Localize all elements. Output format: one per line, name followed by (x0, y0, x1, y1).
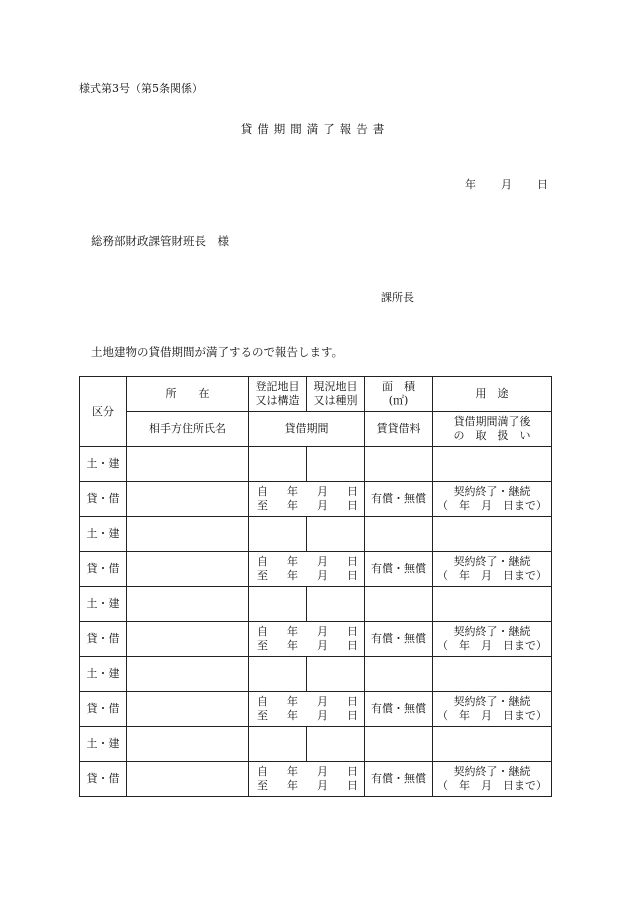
actual-land-cell[interactable] (307, 517, 365, 552)
category-lend-borrow: 貸・借 (80, 482, 127, 517)
contract-until: （ 年 月 日まで） (437, 569, 547, 582)
period-from-year: 年 (287, 625, 298, 638)
period-from-year: 年 (287, 485, 298, 498)
period-from-label: 自 (257, 485, 268, 498)
header-row-2 (80, 412, 552, 447)
table-row-top (80, 517, 552, 552)
period-from-month: 月 (317, 555, 328, 568)
period-from-line (249, 485, 364, 499)
rent-option[interactable]: 有償・無償 (365, 692, 433, 727)
period-to-month: 月 (317, 779, 328, 792)
report-table (79, 376, 552, 797)
contract-option: 契約終了・継続 (453, 625, 531, 638)
category-land-building: 土・建 (80, 587, 127, 622)
contract-until: （ 年 月 日まで） (437, 709, 547, 722)
lease-period-cell[interactable] (249, 552, 365, 587)
period-to-year: 年 (287, 569, 298, 582)
header-usage: 用 途 (433, 377, 552, 412)
header-area (365, 377, 433, 412)
table-row-bottom (80, 622, 552, 657)
page-title: 貸借期間満了報告書 (240, 122, 390, 136)
table-row-bottom (80, 762, 552, 797)
sender-label: 課所長 (381, 291, 414, 304)
expiry-handling-cell[interactable] (433, 482, 552, 517)
header-counterpart: 相手方住所氏名 (127, 412, 249, 447)
header-rent: 賃貸借料 (365, 412, 433, 447)
area-cell[interactable] (365, 727, 433, 762)
usage-cell[interactable] (433, 447, 552, 482)
period-to-label: 至 (257, 709, 268, 722)
period-to-line (249, 709, 364, 723)
area-cell[interactable] (365, 447, 433, 482)
contract-option: 契約終了・継続 (453, 765, 531, 778)
counterpart-cell[interactable] (127, 552, 249, 587)
period-to-line (249, 779, 364, 793)
period-to-day: 日 (347, 569, 358, 582)
category-land-building: 土・建 (80, 517, 127, 552)
period-from-label: 自 (257, 625, 268, 638)
period-to-year: 年 (287, 499, 298, 512)
header-registered-land (249, 377, 307, 412)
actual-land-cell[interactable] (307, 727, 365, 762)
table-row-bottom (80, 692, 552, 727)
lease-period-cell[interactable] (249, 762, 365, 797)
period-to-day: 日 (347, 779, 358, 792)
lease-period-cell[interactable] (249, 482, 365, 517)
category-land-building: 土・建 (80, 447, 127, 482)
lease-period-cell[interactable] (249, 692, 365, 727)
contract-until: （ 年 月 日まで） (437, 499, 547, 512)
category-land-building: 土・建 (80, 657, 127, 692)
rent-option[interactable]: 有償・無償 (365, 482, 433, 517)
header-registered-land-line1: 登記地目 (255, 380, 300, 393)
header-after-expiry-line1: 貸借期間満了後 (453, 415, 531, 428)
usage-cell[interactable] (433, 517, 552, 552)
period-from-year: 年 (287, 555, 298, 568)
period-to-line (249, 569, 364, 583)
period-to-year: 年 (287, 639, 298, 652)
addressee: 総務部財政課管財班長 様 (91, 234, 229, 248)
period-from-day: 日 (347, 765, 358, 778)
table-row-top (80, 727, 552, 762)
period-from-line (249, 555, 364, 569)
period-from-month: 月 (317, 485, 328, 498)
period-to-day: 日 (347, 639, 358, 652)
contract-option: 契約終了・継続 (453, 555, 531, 568)
period-to-label: 至 (257, 569, 268, 582)
contract-until: （ 年 月 日まで） (437, 639, 547, 652)
counterpart-cell[interactable] (127, 622, 249, 657)
expiry-handling-cell[interactable] (433, 552, 552, 587)
period-to-line (249, 639, 364, 653)
rent-option[interactable]: 有償・無償 (365, 762, 433, 797)
date-month-label: 月 (501, 178, 512, 191)
category-lend-borrow: 貸・借 (80, 622, 127, 657)
period-from-year: 年 (287, 695, 298, 708)
category-lend-borrow: 貸・借 (80, 692, 127, 727)
header-category: 区分 (80, 377, 127, 447)
header-registered-land-line2: 又は構造 (255, 394, 300, 407)
date-day-label: 日 (537, 178, 548, 191)
period-to-label: 至 (257, 499, 268, 512)
lease-period-cell[interactable] (249, 622, 365, 657)
area-cell[interactable] (365, 587, 433, 622)
location-cell[interactable] (127, 587, 249, 622)
period-to-month: 月 (317, 499, 328, 512)
period-from-year: 年 (287, 765, 298, 778)
table-row-bottom (80, 482, 552, 517)
table-row-bottom (80, 552, 552, 587)
period-to-year: 年 (287, 709, 298, 722)
header-location: 所 在 (127, 377, 249, 412)
date-year-label: 年 (465, 178, 476, 191)
registered-land-cell[interactable] (249, 517, 307, 552)
period-from-day: 日 (347, 555, 358, 568)
period-from-day: 日 (347, 625, 358, 638)
report-message: 土地建物の貸借期間が満了するので報告します。 (91, 345, 344, 359)
registered-land-cell[interactable] (249, 657, 307, 692)
form-number: 様式第3号（第5条関係） (79, 82, 203, 95)
period-from-day: 日 (347, 695, 358, 708)
header-actual-land-line1: 現況地目 (313, 380, 358, 393)
registered-land-cell[interactable] (249, 587, 307, 622)
period-from-line (249, 625, 364, 639)
header-area-unit: (㎡) (388, 394, 409, 407)
header-area-line1: 面 積 (382, 380, 415, 393)
counterpart-cell[interactable] (127, 762, 249, 797)
period-from-month: 月 (317, 625, 328, 638)
period-from-label: 自 (257, 765, 268, 778)
header-after-expiry (433, 412, 552, 447)
period-from-line (249, 765, 364, 779)
expiry-handling-cell[interactable] (433, 622, 552, 657)
rent-option[interactable]: 有償・無償 (365, 622, 433, 657)
header-actual-land (307, 377, 365, 412)
header-row-1 (80, 377, 552, 412)
actual-land-cell[interactable] (307, 587, 365, 622)
actual-land-cell[interactable] (307, 447, 365, 482)
category-land-building: 土・建 (80, 727, 127, 762)
rent-option[interactable]: 有償・無償 (365, 552, 433, 587)
contract-until: （ 年 月 日まで） (437, 779, 547, 792)
actual-land-cell[interactable] (307, 657, 365, 692)
period-to-day: 日 (347, 709, 358, 722)
period-from-month: 月 (317, 765, 328, 778)
contract-option: 契約終了・継続 (453, 485, 531, 498)
expiry-handling-cell[interactable] (433, 762, 552, 797)
location-cell[interactable] (127, 657, 249, 692)
category-lend-borrow: 貸・借 (80, 552, 127, 587)
usage-cell[interactable] (433, 587, 552, 622)
expiry-handling-cell[interactable] (433, 692, 552, 727)
period-to-month: 月 (317, 639, 328, 652)
period-to-year: 年 (287, 779, 298, 792)
header-lease-period: 貸借期間 (249, 412, 365, 447)
table-row-top (80, 587, 552, 622)
period-to-label: 至 (257, 779, 268, 792)
area-cell[interactable] (365, 657, 433, 692)
category-lend-borrow: 貸・借 (80, 762, 127, 797)
period-to-month: 月 (317, 569, 328, 582)
area-cell[interactable] (365, 517, 433, 552)
period-to-label: 至 (257, 639, 268, 652)
counterpart-cell[interactable] (127, 692, 249, 727)
counterpart-cell[interactable] (127, 482, 249, 517)
header-actual-land-line2: 又は種別 (313, 394, 358, 407)
location-cell[interactable] (127, 447, 249, 482)
period-from-label: 自 (257, 555, 268, 568)
table-row-top (80, 447, 552, 482)
location-cell[interactable] (127, 517, 249, 552)
table-row-top (80, 657, 552, 692)
period-from-label: 自 (257, 695, 268, 708)
period-from-line (249, 695, 364, 709)
header-after-expiry-line2: の 取 扱 い (453, 429, 531, 442)
registered-land-cell[interactable] (249, 447, 307, 482)
period-from-month: 月 (317, 695, 328, 708)
period-to-month: 月 (317, 709, 328, 722)
location-cell[interactable] (127, 727, 249, 762)
registered-land-cell[interactable] (249, 727, 307, 762)
contract-option: 契約終了・継続 (453, 695, 531, 708)
period-from-day: 日 (347, 485, 358, 498)
usage-cell[interactable] (433, 657, 552, 692)
usage-cell[interactable] (433, 727, 552, 762)
period-to-day: 日 (347, 499, 358, 512)
period-to-line (249, 499, 364, 513)
